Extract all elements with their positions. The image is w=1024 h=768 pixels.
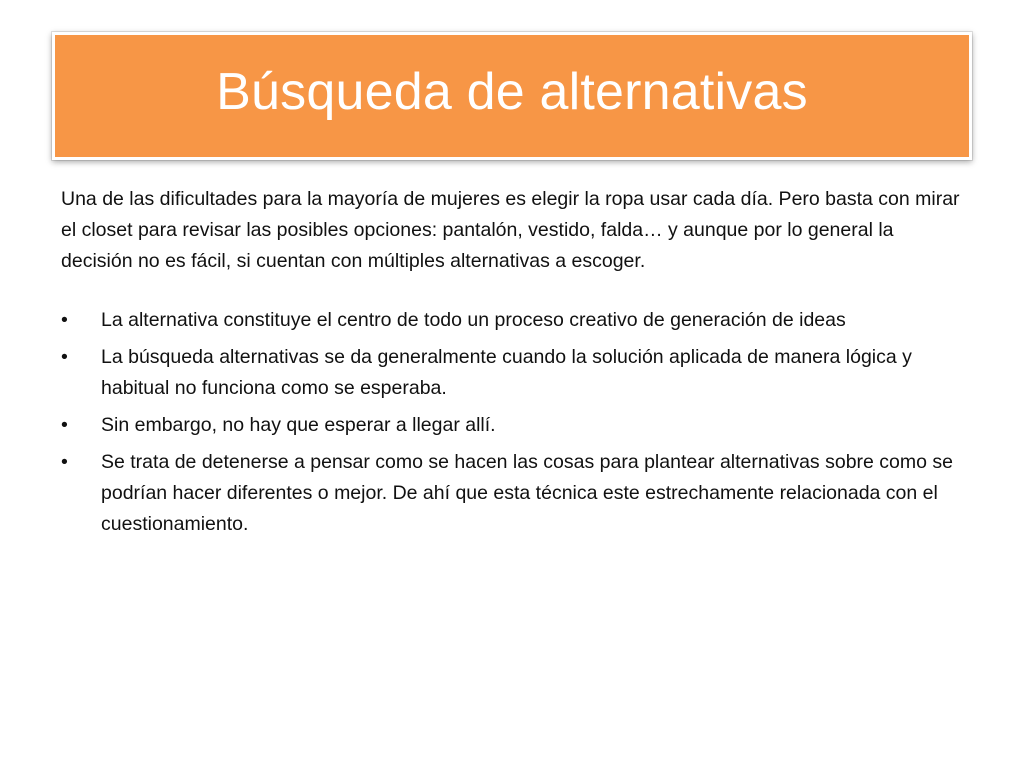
bullet-dot-icon: • xyxy=(61,414,68,436)
bullet-dot-icon: • xyxy=(61,346,68,368)
bullet-item xyxy=(61,410,961,441)
intro-paragraph: Una de las dificultades para la mayoría de mujeres es elegir la ropa usar cada día. Pero basta con mirar el closet para revisar las posibles opciones: pantalón, vestido, falda… y aunque por lo general la decisión no es fácil, si cuentan con múltiples alternativas a escoger. xyxy=(61,188,960,272)
title-banner xyxy=(52,32,972,160)
bullet-item xyxy=(61,447,961,540)
bullet-text: Sin embargo, no hay que esperar a llegar allí. xyxy=(101,414,496,436)
bullet-text: La búsqueda alternativas se da generalmente cuando la solución aplicada de manera lógica y habitual no funciona como se esperaba. xyxy=(101,346,912,399)
bullet-dot-icon: • xyxy=(61,451,68,473)
bullet-text: La alternativa constituye el centro de todo un proceso creativo de generación de ideas xyxy=(101,309,846,331)
bullet-text: Se trata de detenerse a pensar como se hacen las cosas para plantear alternativas sobre como se podrían hacer diferentes o mejor. De ahí que esta técnica este estrechamente relacionada con el cuestionamiento. xyxy=(101,451,953,535)
slide-body xyxy=(61,184,961,546)
bullet-list xyxy=(61,305,961,540)
slide-title: Búsqueda de alternativas xyxy=(216,63,808,121)
bullet-item xyxy=(61,305,961,336)
bullet-dot-icon: • xyxy=(61,309,68,331)
bullet-item xyxy=(61,342,961,404)
